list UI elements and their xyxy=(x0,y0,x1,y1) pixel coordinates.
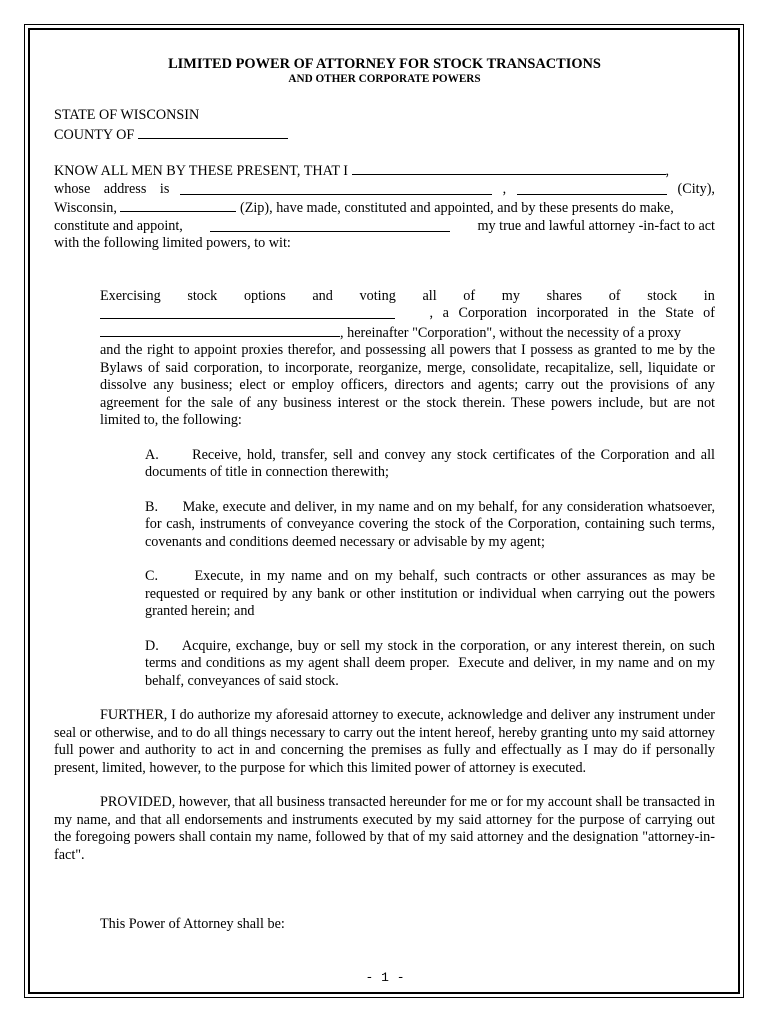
know-line-text: KNOW ALL MEN BY THESE PRESENT, THAT I xyxy=(54,163,348,179)
exercising-paragraph xyxy=(100,288,715,430)
county-blank[interactable] xyxy=(138,125,288,139)
exercising-word: my xyxy=(501,287,520,304)
zip-text: (Zip), have made, constituted and appointed, and by these presents do make, xyxy=(239,200,674,216)
hereinafter-line xyxy=(100,323,715,343)
zip-line xyxy=(54,198,715,218)
corporation-line xyxy=(100,305,715,323)
corporation-name-blank[interactable] xyxy=(100,305,395,319)
constitute-text: constitute and appoint, xyxy=(54,217,183,234)
wisconsin-text: Wisconsin, xyxy=(54,200,117,216)
address-line: whose address is , (City), xyxy=(54,180,715,197)
whose-address-text: whose address is xyxy=(54,180,170,197)
further-paragraph: FURTHER, I do authorize my aforesaid attorney to execute, acknowledge and deliver any instrument under seal or otherwise, and to do all things necessary to carry out the intent hereof, hereby granting unto my said attorney full power and authority to act in and concerning the premises as fully and effectually as I may do if personally present, limited, however, to the purpose for which this limited power of attorney is executed. xyxy=(54,707,715,776)
item-a: A. Receive, hold, transfer, sell and convey any stock certificates of the Corporation and all documents of title in connection therewith; xyxy=(145,446,719,480)
corporation-text: , a Corporation incorporated in the State of xyxy=(429,305,715,321)
attorney-name-blank[interactable] xyxy=(210,218,450,232)
page-number: - 1 - xyxy=(365,970,405,985)
exercising-word: of xyxy=(608,287,621,304)
exercising-word: voting xyxy=(359,287,396,304)
exercising-line xyxy=(100,288,715,306)
exercising-word: Exercising xyxy=(100,287,161,304)
state-of-incorporation-blank[interactable] xyxy=(100,323,340,337)
exercising-word: all xyxy=(422,287,437,304)
following-line: with the following limited powers, to wit: xyxy=(54,235,291,251)
powers-paragraph: and the right to appoint proxies therefor, and possessing all powers that I possess as granted to me by the Bylaws of said corporation, to incorporate, reorganize, merge, consolidate, recapitalize, sell, liquidate or dissolve any business; elect or employ officers, directors and agents; carry out the provisions of any agreement for the sale of any business interest or the stock therein. These powers include, but are not limited to, the following: xyxy=(100,342,715,428)
exercising-word: stock xyxy=(647,287,678,304)
zip-blank[interactable] xyxy=(120,198,236,212)
county-label: COUNTY OF xyxy=(54,126,135,143)
document-body xyxy=(54,56,719,934)
exercising-word: in xyxy=(703,287,715,304)
city-blank[interactable] xyxy=(517,181,667,195)
attorney-text: my true and lawful attorney -in-fact to act xyxy=(477,217,715,234)
county-line xyxy=(54,125,715,145)
address-blank[interactable] xyxy=(180,181,492,195)
this-power-line: This Power of Attorney shall be: xyxy=(100,916,285,932)
state-line: STATE OF WISCONSIN xyxy=(54,107,200,123)
know-line: KNOW ALL MEN BY THESE PRESENT, THAT I , xyxy=(54,163,670,179)
document-subtitle: AND OTHER CORPORATE POWERS xyxy=(288,73,481,85)
exercising-word: options xyxy=(243,287,286,304)
document-title: LIMITED POWER OF ATTORNEY FOR STOCK TRANSACTIONS xyxy=(168,56,601,72)
exercising-word: stock xyxy=(187,287,218,304)
provided-paragraph: PROVIDED, however, that all business transacted hereunder for me or for my account shall be transacted in my name, and that all endorsements and instruments executed by my said attorney for the purpose of carrying out the foregoing powers shall contain my name, followed by that of my said attorney and the designation "attorney-in-fact". xyxy=(54,794,715,863)
item-d: D. Acquire, exchange, buy or sell my stock in the corporation, or any interest therein, on such terms and conditions as my agent shall deem proper. Execute and deliver, in my name and on my behalf, conveyances of said stock. xyxy=(145,637,719,689)
item-c: C. Execute, in my name and on my behalf, such contracts or other assurances as may be requested or required by any bank or other institution or individual when carrying out the powers granted herein; and xyxy=(145,568,719,619)
city-label: (City), xyxy=(677,180,715,197)
appoint-line xyxy=(54,218,715,236)
item-b: B. Make, execute and deliver, in my name and on my behalf, for any consideration whatsoever, for cash, instruments of conveyance covering the stock of the Corporation, containing such terms, covenants and conditions deemed necessary or advisable by my agent; xyxy=(145,498,719,550)
exercising-word: shares xyxy=(546,287,583,304)
exercising-word: and xyxy=(312,287,333,304)
grantor-name-blank[interactable] xyxy=(352,161,666,175)
exercising-word: of xyxy=(463,287,476,304)
hereinafter-text: , hereinafter "Corporation", without the necessity of a proxy xyxy=(340,324,681,341)
